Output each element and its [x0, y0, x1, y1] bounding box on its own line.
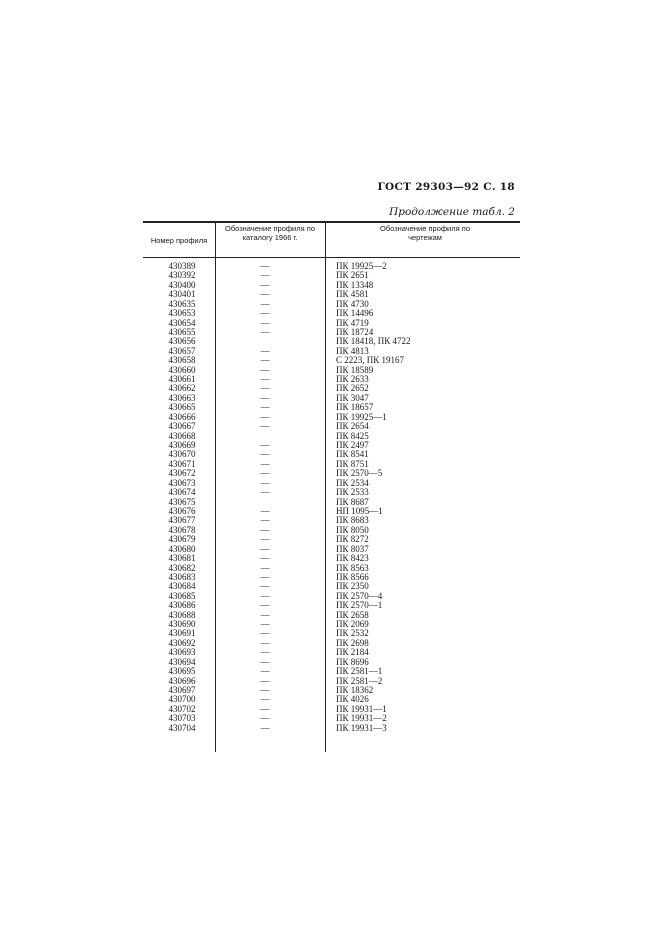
profile-number: 430696: [168, 675, 196, 686]
drawing-designation: ПК 8423: [336, 553, 369, 564]
table-row: [140, 535, 520, 544]
drawing-designation: ПК 2534: [336, 477, 369, 488]
profile-number: 430682: [168, 562, 196, 573]
table-row: [140, 564, 520, 573]
table-row: [140, 366, 520, 375]
table-row: [140, 639, 520, 648]
table-row: [140, 422, 520, 431]
column-header-catalog: Обозначение профиля по каталогу 1966 г.: [225, 224, 315, 242]
profile-number: 430702: [168, 703, 196, 714]
drawing-designation: ПК 2497: [336, 440, 369, 451]
profile-number: 430694: [168, 656, 196, 667]
table-row: [140, 281, 520, 290]
profile-number: 430677: [168, 515, 196, 526]
table-row: [140, 714, 520, 723]
profile-number: 430635: [168, 298, 196, 309]
profile-number: 430683: [168, 571, 196, 582]
drawing-designation: ПК 2069: [336, 619, 369, 630]
profile-number: 430690: [168, 619, 196, 630]
table-row: [140, 677, 520, 686]
drawing-designation: ПК 19925—1: [336, 411, 387, 422]
catalog-designation: —: [260, 298, 270, 309]
drawing-designation: ПК 2654: [336, 421, 369, 432]
table-row: [140, 629, 520, 638]
drawing-designation: ПК 4813: [336, 345, 369, 356]
table-row: [140, 705, 520, 714]
drawing-designation: ПК 19931—1: [336, 703, 387, 714]
catalog-designation: —: [260, 392, 270, 403]
catalog-designation: —: [260, 326, 270, 337]
table-body: [140, 262, 520, 733]
table-row: [140, 337, 520, 346]
profile-number: 430660: [168, 364, 196, 375]
drawing-designation: ПК 2581—1: [336, 666, 383, 677]
table-row: [140, 460, 520, 469]
table-row: [140, 375, 520, 384]
catalog-designation: —: [260, 261, 270, 271]
catalog-designation: —: [260, 440, 270, 451]
drawing-designation: ПК 4581: [336, 289, 369, 300]
drawing-designation: ПК 2533: [336, 487, 369, 498]
table-row: [140, 356, 520, 365]
profile-number: 430703: [168, 713, 196, 724]
drawing-designation: ПК 8050: [336, 524, 369, 535]
catalog-designation: —: [260, 477, 270, 488]
profile-number: 430662: [168, 383, 196, 394]
drawing-designation: ПК 18589: [336, 364, 374, 375]
table-row: [140, 658, 520, 667]
drawing-designation: ПК 18657: [336, 402, 374, 413]
profile-number: 430674: [168, 487, 196, 498]
profile-number: 430653: [168, 308, 196, 319]
table-row: [140, 686, 520, 695]
catalog-designation: —: [260, 656, 270, 667]
drawing-designation: ПК 18362: [336, 684, 374, 695]
catalog-designation: —: [260, 647, 270, 658]
catalog-designation: —: [260, 543, 270, 554]
drawing-designation: ПК 8566: [336, 571, 369, 582]
profile-number: 430400: [168, 279, 196, 290]
drawing-designation: ПК 18418, ПК 4722: [336, 336, 411, 347]
drawing-designation: ПК 2633: [336, 374, 369, 385]
catalog-designation: —: [260, 609, 270, 620]
table-row: [140, 498, 520, 507]
catalog-designation: —: [260, 364, 270, 375]
catalog-designation: —: [260, 619, 270, 630]
drawing-designation: ПК 4719: [336, 317, 369, 328]
catalog-designation: —: [260, 355, 270, 366]
table-row: [140, 271, 520, 280]
drawing-designation: ПК 14496: [336, 308, 374, 319]
table-row: [140, 724, 520, 733]
drawing-designation: ПК 8037: [336, 543, 369, 554]
drawing-designation: ПК 8425: [336, 430, 369, 441]
drawing-designation: ПК 13348: [336, 279, 374, 290]
drawing-designation: ПК 8696: [336, 656, 369, 667]
profile-number: 430688: [168, 609, 196, 620]
table-row: [140, 450, 520, 459]
profile-number: 430667: [168, 421, 196, 432]
profile-number: 430401: [168, 289, 196, 300]
table-row: [140, 347, 520, 356]
drawing-designation: ПК 2570—1: [336, 600, 383, 611]
catalog-designation: —: [260, 703, 270, 714]
drawing-designation: ПК 8751: [336, 458, 369, 469]
column-header-number: Номер профиля: [150, 236, 208, 245]
catalog-designation: —: [260, 534, 270, 545]
catalog-designation: —: [260, 694, 270, 705]
drawing-designation: ПК 8683: [336, 515, 369, 526]
catalog-designation: —: [260, 458, 270, 469]
drawing-designation: ПК 2184: [336, 647, 369, 658]
catalog-designation: —: [260, 308, 270, 319]
drawing-designation: ПК 19931—3: [336, 722, 387, 733]
catalog-designation: —: [260, 684, 270, 695]
profile-number: 430676: [168, 505, 196, 516]
header-bottom-rule: [143, 257, 520, 258]
table-row: [140, 488, 520, 497]
drawing-designation: С 2223, ПК 19167: [336, 355, 405, 366]
profile-number: 430654: [168, 317, 196, 328]
catalog-designation: —: [260, 421, 270, 432]
table-row: [140, 384, 520, 393]
catalog-designation: —: [260, 571, 270, 582]
catalog-designation: —: [260, 449, 270, 460]
table-row: [140, 554, 520, 563]
table-continuation-label: Продолжение табл. 2: [389, 206, 515, 218]
catalog-designation: —: [260, 515, 270, 526]
drawing-designation: ПК 8687: [336, 496, 369, 507]
table-row: [140, 601, 520, 610]
catalog-designation: —: [260, 289, 270, 300]
profile-number: 430697: [168, 684, 196, 695]
table-row: [140, 319, 520, 328]
profile-number: 430685: [168, 590, 196, 601]
catalog-designation: —: [260, 468, 270, 479]
table-row: [140, 648, 520, 657]
table-row: [140, 469, 520, 478]
table-row: [140, 394, 520, 403]
catalog-designation: —: [260, 590, 270, 601]
catalog-designation: —: [260, 713, 270, 724]
column-header-drawing: Обозначение профиля по чертежам: [380, 224, 470, 242]
catalog-designation: —: [260, 628, 270, 639]
profile-number: 430673: [168, 477, 196, 488]
table-top-rule: [143, 221, 520, 223]
drawing-designation: ПК 8272: [336, 534, 369, 545]
profile-number: 430692: [168, 637, 196, 648]
profile-number: 430389: [168, 261, 196, 271]
drawing-designation: ПК 2570—5: [336, 468, 383, 479]
catalog-designation: —: [260, 666, 270, 677]
table-row: [140, 526, 520, 535]
table-row: [140, 300, 520, 309]
drawing-designation: ПК 2658: [336, 609, 369, 620]
drawing-designation: ПК 3047: [336, 392, 369, 403]
profile-number: 430675: [168, 496, 196, 507]
catalog-designation: —: [260, 675, 270, 686]
drawing-designation: ПК 2652: [336, 383, 369, 394]
profile-number: 430681: [168, 553, 196, 564]
profile-number: 430679: [168, 534, 196, 545]
drawing-designation: ПК 4730: [336, 298, 369, 309]
profile-number: 430663: [168, 392, 196, 403]
profile-number: 430686: [168, 600, 196, 611]
table-row: [140, 441, 520, 450]
profile-number: 430661: [168, 374, 196, 385]
profile-number: 430678: [168, 524, 196, 535]
catalog-designation: —: [260, 553, 270, 564]
drawing-designation: ПК 4026: [336, 694, 369, 705]
drawing-designation: ПК 2698: [336, 637, 369, 648]
catalog-designation: —: [260, 345, 270, 356]
catalog-designation: —: [260, 487, 270, 498]
catalog-designation: —: [260, 270, 270, 281]
table-row: [140, 432, 520, 441]
profile-number: 430684: [168, 581, 196, 592]
drawing-designation: ПК 8563: [336, 562, 369, 573]
profile-number: 430392: [168, 270, 196, 281]
profile-number: 430668: [168, 430, 196, 441]
profile-number: 430655: [168, 326, 196, 337]
catalog-designation: —: [260, 402, 270, 413]
table-row: [140, 413, 520, 422]
table-row: [140, 479, 520, 488]
table-row: [140, 695, 520, 704]
table-row: [140, 582, 520, 591]
profile-number: 430656: [168, 336, 196, 347]
profile-number: 430672: [168, 468, 196, 479]
profile-number: 430666: [168, 411, 196, 422]
drawing-designation: ПК 8541: [336, 449, 369, 460]
table-row: [140, 507, 520, 516]
catalog-designation: —: [260, 600, 270, 611]
catalog-designation: —: [260, 581, 270, 592]
profile-number: 430695: [168, 666, 196, 677]
profile-number: 430700: [168, 694, 196, 705]
catalog-designation: —: [260, 411, 270, 422]
drawing-designation: ПК 2651: [336, 270, 369, 281]
drawing-designation: ПК 2581—2: [336, 675, 383, 686]
catalog-designation: —: [260, 562, 270, 573]
table-row: [140, 667, 520, 676]
catalog-designation: —: [260, 505, 270, 516]
table-row: [140, 545, 520, 554]
catalog-designation: —: [260, 637, 270, 648]
profile-number: 430693: [168, 647, 196, 658]
table-row: [140, 328, 520, 337]
catalog-designation: —: [260, 383, 270, 394]
table-row: [140, 620, 520, 629]
drawing-designation: ПК 19925—2: [336, 261, 387, 271]
profile-number: 430665: [168, 402, 196, 413]
drawing-designation: ПК 18724: [336, 326, 374, 337]
catalog-designation: —: [260, 374, 270, 385]
profile-number: 430657: [168, 345, 196, 356]
catalog-designation: —: [260, 722, 270, 733]
profile-number: 430680: [168, 543, 196, 554]
drawing-designation: ПК 19931—2: [336, 713, 387, 724]
table-row: [140, 573, 520, 582]
drawing-designation: ПК 2570—4: [336, 590, 383, 601]
table-row: [140, 290, 520, 299]
catalog-designation: —: [260, 279, 270, 290]
profile-number: 430671: [168, 458, 196, 469]
profile-number: 430670: [168, 449, 196, 460]
table-row: [140, 592, 520, 601]
table-row: [140, 309, 520, 318]
document-id: ГОСТ 29303—92 С. 18: [377, 181, 515, 193]
catalog-designation: —: [260, 524, 270, 535]
drawing-designation: НП 1095—1: [336, 505, 383, 516]
profile-number: 430669: [168, 440, 196, 451]
table-row: [140, 516, 520, 525]
table-row: [140, 611, 520, 620]
drawing-designation: ПК 2532: [336, 628, 369, 639]
table-row: [140, 403, 520, 412]
catalog-designation: —: [260, 317, 270, 328]
drawing-designation: ПК 2350: [336, 581, 369, 592]
profile-number: 430704: [168, 722, 196, 733]
table-row: [140, 262, 520, 271]
profile-number: 430691: [168, 628, 196, 639]
profile-number: 430658: [168, 355, 196, 366]
